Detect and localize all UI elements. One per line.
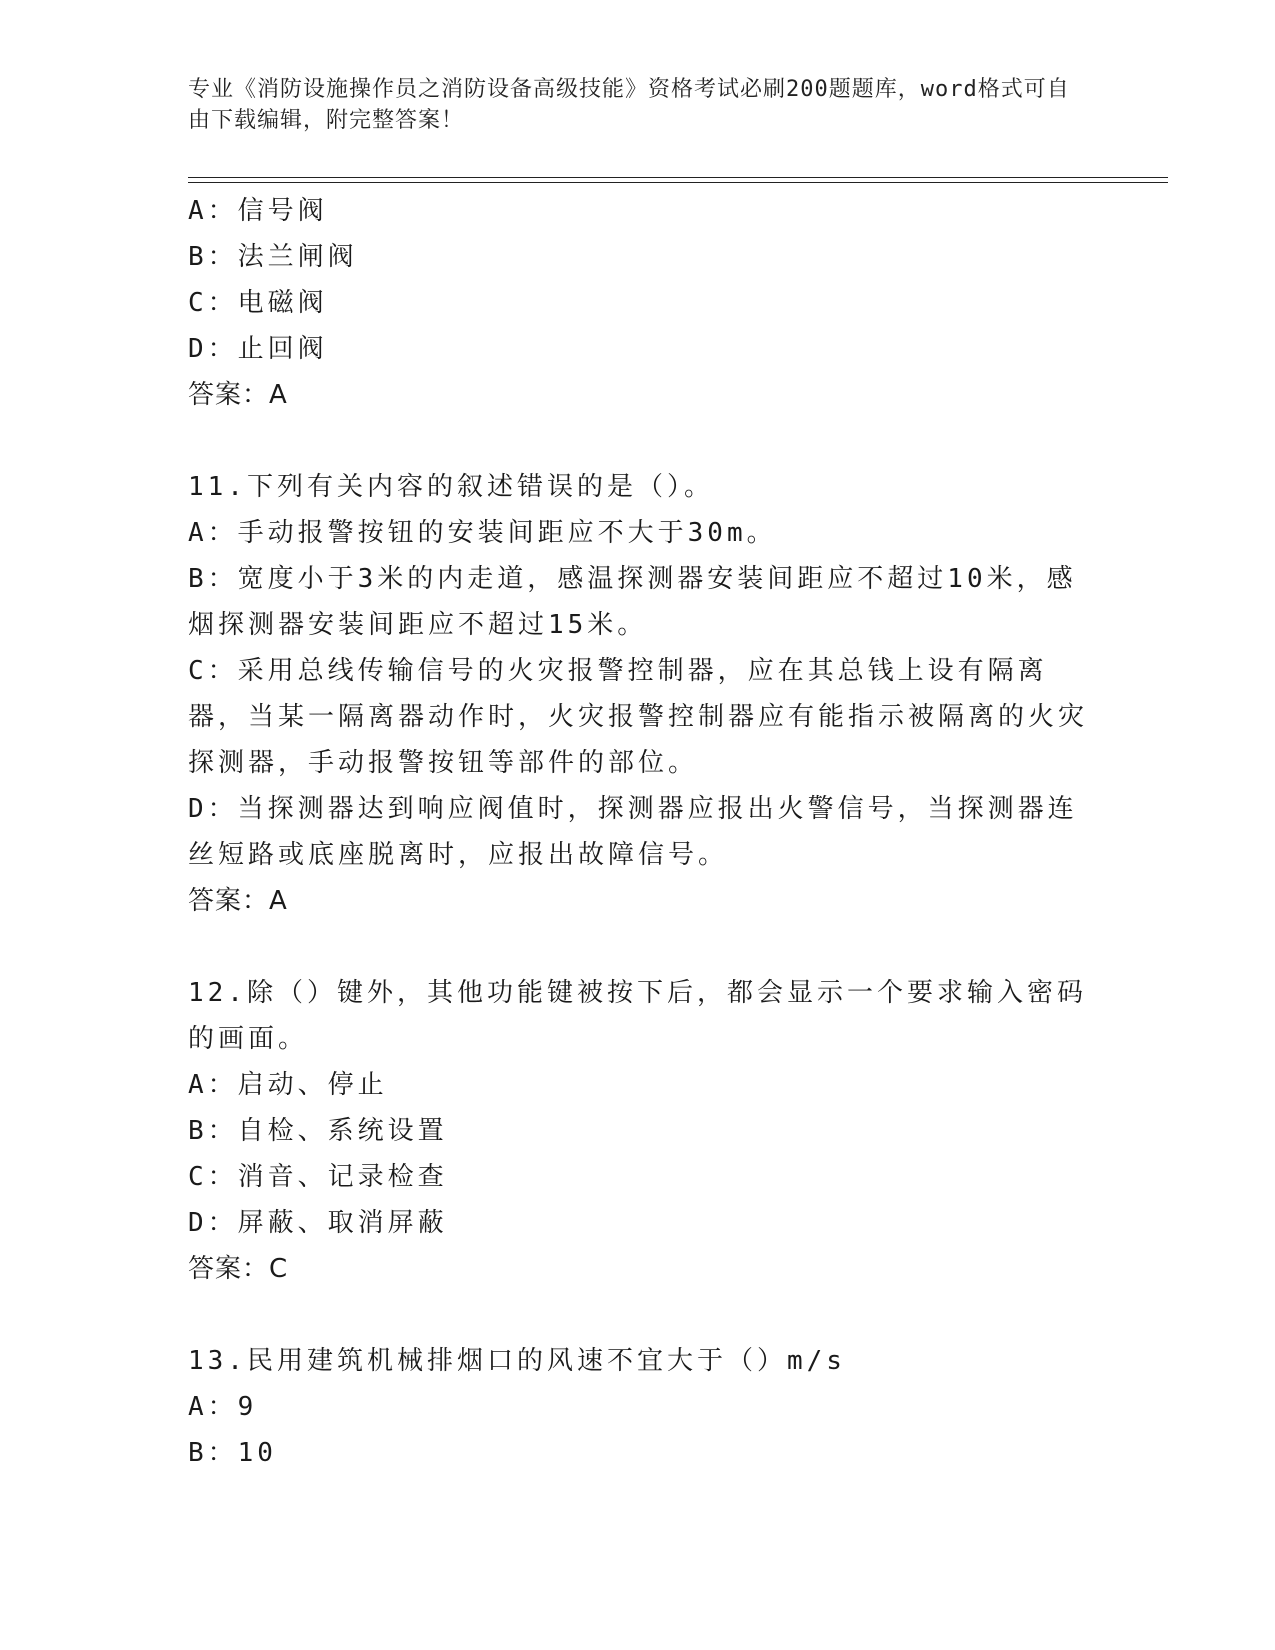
option-a: A：9 [188,1392,258,1422]
spacer [188,924,1088,970]
option-b: B：宽度小于3米的内走道，感温探测器安装间距应不超过10米，感烟探测器安装间距应不超过15米。 [188,564,1077,640]
spacer [188,418,1088,464]
option-c: C：消音、记录检查 [188,1162,448,1192]
question-list [188,188,1088,1476]
answer-line: 答案：C [188,1254,289,1284]
option-c: C：采用总线传输信号的火灾报警控制器，应在其总钱上设有隔离器，当某一隔离器动作时，火灾报警控制器应有能指示被隔离的火灾探测器，手动报警按钮等部件的部位。 [188,656,1089,778]
option-d: D：止回阀 [188,334,328,364]
answer-line: 答案：A [188,380,288,410]
answer-line: 答案：A [188,886,288,916]
option-a: A：手动报警按钮的安装间距应不大于30m。 [188,518,777,548]
header-divider-top [188,177,1168,178]
question-block-13 [188,1338,1088,1476]
question-block-12 [188,970,1088,1292]
question-text: 12.除（）键外，其他功能键被按下后，都会显示一个要求输入密码的画面。 [188,978,1087,1054]
document-header: 专业《消防设施操作员之消防设备高级技能》资格考试必刷200题题库，word格式可自由下载编辑，附完整答案！ [188,77,1070,133]
question-block-11 [188,464,1088,924]
option-a: A：启动、停止 [188,1070,388,1100]
spacer [188,1292,1088,1338]
option-a: A：信号阀 [188,196,328,226]
option-d: D：当探测器达到响应阀值时，探测器应报出火警信号，当探测器连丝短路或底座脱离时，应报出故障信号。 [188,794,1078,870]
header-divider-bottom [188,182,1168,183]
question-text: 11.下列有关内容的叙述错误的是（）。 [188,472,714,502]
option-b: B：法兰闸阀 [188,242,358,272]
option-d: D：屏蔽、取消屏蔽 [188,1208,448,1238]
question-text: 13.民用建筑机械排烟口的风速不宜大于（）m/s [188,1346,846,1376]
option-b: B：10 [188,1438,277,1468]
question-block-10 [188,188,1088,418]
option-c: C：电磁阀 [188,288,328,318]
option-b: B：自检、系统设置 [188,1116,448,1146]
